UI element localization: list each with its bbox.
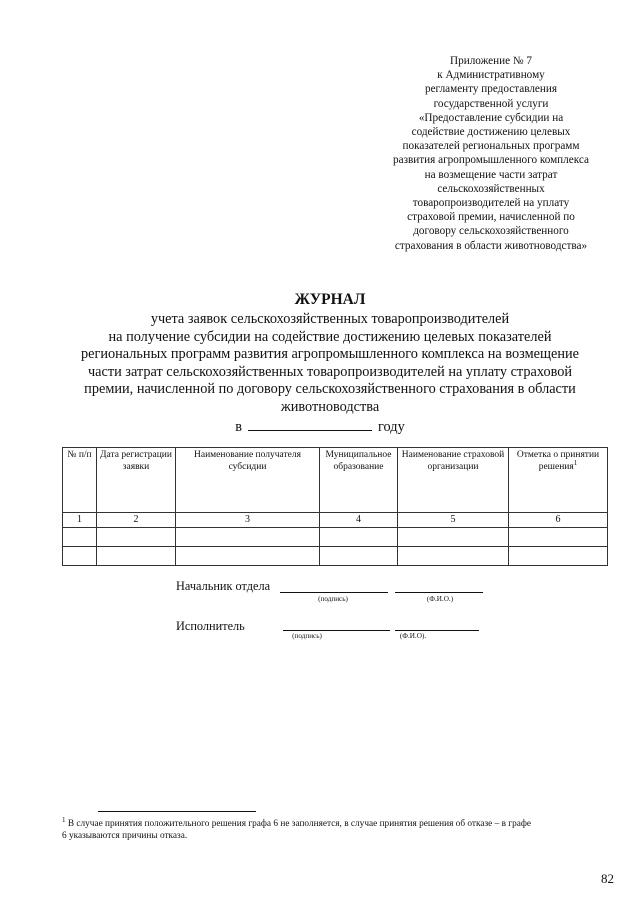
header-text: № п/п (67, 450, 92, 460)
appendix-line: страховой премии, начисленной по (407, 211, 575, 224)
appendix-line: договору сельскохозяйственного (413, 225, 569, 238)
header-text: Отметка о принятии решения (516, 450, 600, 472)
number-cell: 3 (176, 513, 320, 528)
journal-subtitle (40, 311, 620, 417)
appendix-line: товаропроизводителей на уплату (412, 197, 570, 210)
page-number: 82 (601, 871, 614, 886)
header-cell (398, 448, 509, 513)
executor-fio-line (395, 630, 479, 631)
number-cell: 2 (97, 513, 176, 528)
empty-cell (509, 547, 608, 566)
journal-table (62, 447, 608, 566)
header-text: Наименование страховой организации (401, 450, 505, 472)
journal-title: ЖУРНАЛ (294, 291, 366, 308)
header-cell (176, 448, 320, 513)
footnote-separator (98, 811, 256, 812)
empty-cell (176, 547, 320, 566)
appendix-block (360, 54, 622, 253)
appendix-line: содействие достижению целевых (411, 126, 571, 139)
empty-cell (97, 547, 176, 566)
appendix-line: сельскохозяйственных (437, 182, 545, 195)
appendix-line: страхования в области животноводства» (394, 239, 588, 252)
footnote (62, 815, 618, 843)
year-line (0, 416, 640, 436)
empty-cell (509, 528, 608, 547)
subtitle-line: животноводства (280, 398, 380, 415)
year-blank (248, 416, 372, 431)
head-signature-line (280, 592, 388, 593)
head-signature-caption: (подпись) (318, 595, 348, 603)
subtitle-line: премии, начисленной по договору сельскохозяйственного страхования в области (84, 381, 576, 398)
header-cell (509, 448, 608, 513)
subtitle-line: учета заявок сельскохозяйственных товаропроизводителей (150, 311, 510, 327)
header-cell (63, 448, 97, 513)
footnote-mark: 1 (62, 815, 66, 824)
subtitle-line: на получение субсидии на содействие достижению целевых показателей (108, 328, 552, 345)
table-number-row (63, 513, 608, 528)
executor-signature-line (283, 630, 390, 631)
header-text: Муниципальное образование (325, 450, 392, 472)
head-fio-line (395, 592, 483, 593)
appendix-line: «Предоставление субсидии на (418, 111, 564, 124)
year-suffix: году (378, 419, 405, 435)
subtitle-line: региональных программ развития агропромышленного комплекса на возмещение (80, 346, 579, 363)
empty-cell (63, 528, 97, 547)
footnote-line: 6 указываются причины отказа. (62, 831, 188, 842)
empty-cell (398, 547, 509, 566)
executor-label: Исполнитель (176, 619, 245, 633)
footnote-line (62, 815, 618, 830)
appendix-line: развития агропромышленного комплекса (393, 154, 589, 167)
number-cell: 4 (320, 513, 398, 528)
appendix-line: регламенту предоставления (424, 83, 557, 96)
footnote-mark: 1 (573, 458, 578, 467)
header-text: Наименование получателя субсидии (194, 450, 301, 472)
empty-cell (398, 528, 509, 547)
header-text: Дата регистрации заявки (100, 450, 172, 472)
subtitle-line: части затрат сельскохозяйственных товаропроизводителей на уплату страховой (87, 363, 573, 380)
empty-cell (176, 528, 320, 547)
empty-cell (63, 547, 97, 566)
number-cell: 6 (509, 513, 608, 528)
head-fio-caption: (Ф.И.О.) (426, 595, 454, 603)
empty-cell (320, 547, 398, 566)
appendix-line: на возмещение части затрат (424, 168, 558, 181)
appendix-line: к Административному (437, 69, 545, 82)
header-cell (320, 448, 398, 513)
table-row (63, 547, 608, 566)
appendix-line: показателей региональных программ (402, 140, 580, 153)
executor-fio-caption: (Ф.И.О). (399, 632, 427, 640)
appendix-line: Приложение № 7 (450, 55, 532, 67)
empty-cell (97, 528, 176, 547)
executor-signature-caption: (подпись) (292, 632, 322, 640)
table-row (63, 528, 608, 547)
head-of-department-label: Начальник отдела (176, 579, 271, 593)
header-cell (97, 448, 176, 513)
number-cell: 5 (398, 513, 509, 528)
empty-cell (320, 528, 398, 547)
year-prefix: в (235, 419, 243, 435)
number-cell: 1 (63, 513, 97, 528)
footnote-text: В случае принятия положительного решения графа 6 не заполняется, в случае принятия решения об отказе – в графе (67, 819, 532, 829)
appendix-line: государственной услуги (433, 97, 549, 110)
table-header-row (63, 448, 608, 513)
